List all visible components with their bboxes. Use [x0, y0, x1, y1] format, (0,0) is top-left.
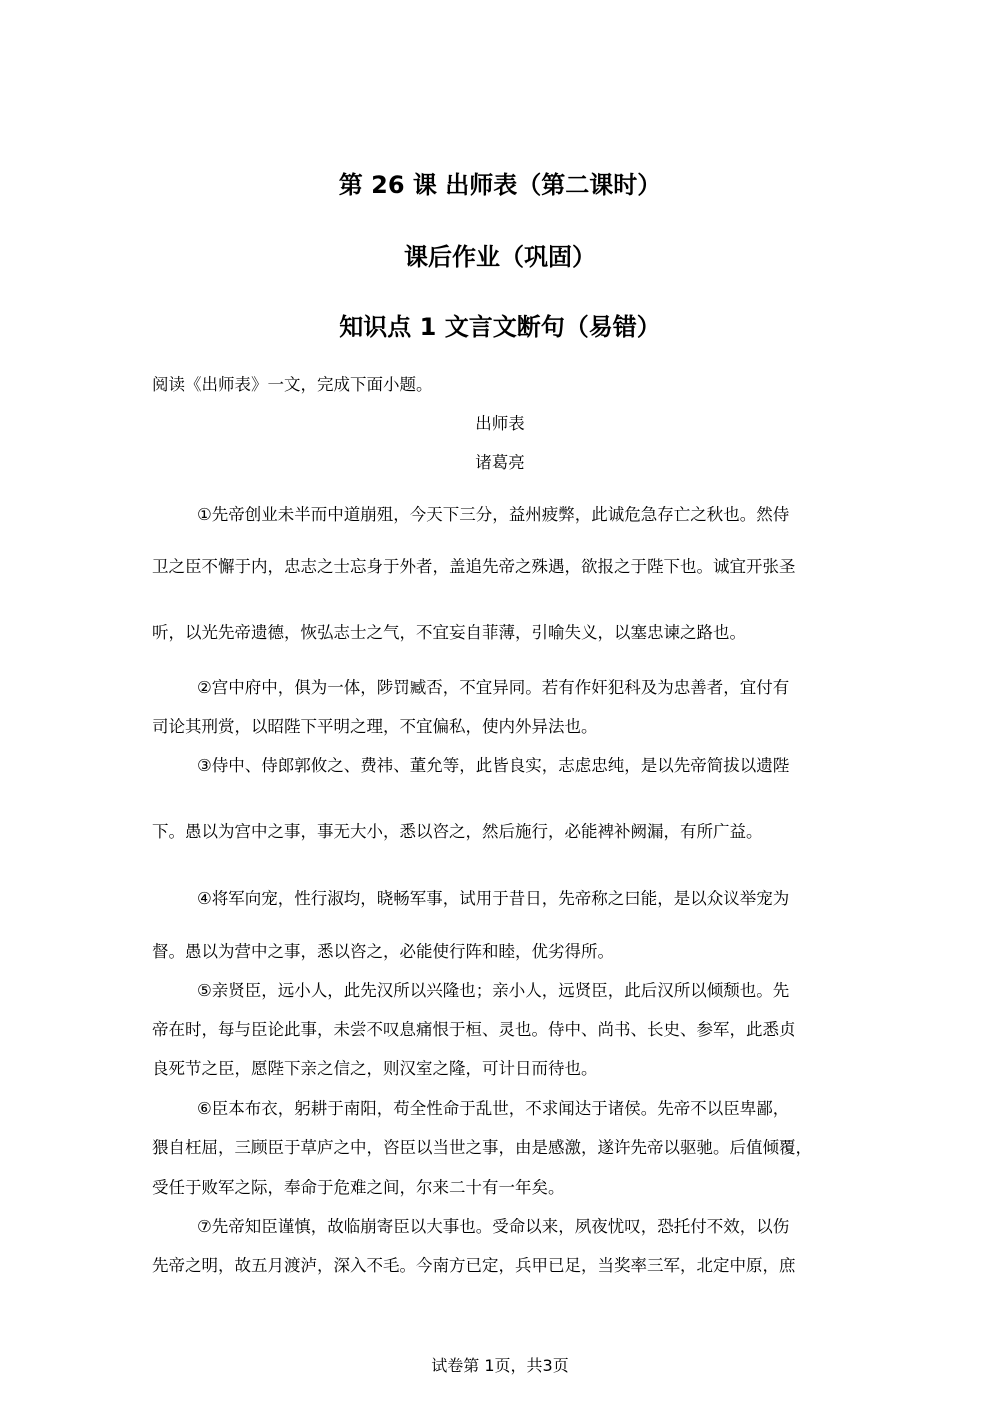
passage-line: 督。愚以为营中之事，悉以咨之，必能使行阵和睦，优劣得所。: [152, 942, 614, 961]
passage-author: 诸葛亮: [475, 453, 525, 472]
passage-line: 受任于败军之际，奉命于危难之间，尔来二十有一年矣。: [152, 1178, 565, 1197]
lesson-title: 第 26 课 出师表（第二课时）: [338, 171, 662, 199]
passage-line: 良死节之臣，愿陛下亲之信之，则汉室之隆，可计日而待也。: [152, 1059, 598, 1078]
passage-line: 猥自枉屈，三顾臣于草庐之中，咨臣以当世之事，由是感激，遂许先帝以驱驰。后值倾覆，: [152, 1138, 812, 1157]
knowledge-point-title: 知识点 1 文言文断句（易错）: [339, 313, 661, 341]
passage-line: ⑥臣本布衣，躬耕于南阳，苟全性命于乱世，不求闻达于诸侯。先帝不以臣卑鄙，: [197, 1099, 790, 1118]
passage-line: 听，以光先帝遗德，恢弘志士之气，不宜妄自菲薄，引喻失义，以塞忠谏之路也。: [152, 623, 746, 642]
passage-line: 卫之臣不懈于内，忠志之士忘身于外者，盖追先帝之殊遇，欲报之于陛下也。诚宜开张圣: [152, 557, 796, 576]
passage-line: ⑤亲贤臣，远小人，此先汉所以兴隆也；亲小人，远贤臣，此后汉所以倾颓也。先: [197, 981, 790, 1000]
passage-line: ③侍中、侍郎郭攸之、费祎、董允等，此皆良实，志虑忠纯，是以先帝简拔以遗陛: [197, 756, 790, 775]
section-title: 课后作业（巩固）: [404, 243, 596, 271]
instruction-text: 阅读《出师表》一文，完成下面小题。: [152, 375, 433, 394]
page-footer: 试卷第 1页，共3页: [431, 1356, 569, 1375]
passage-line: 下。愚以为宫中之事，事无大小，悉以咨之，然后施行，必能裨补阙漏，有所广益。: [152, 822, 763, 841]
passage-line: ②宫中府中，俱为一体，陟罚臧否，不宜异同。若有作奸犯科及为忠善者，宜付有: [197, 678, 790, 697]
passage-line: 先帝之明，故五月渡泸，深入不毛。今南方已定，兵甲已足，当奖率三军，北定中原，庶: [152, 1256, 796, 1275]
passage-line: 司论其刑赏，以昭陛下平明之理，不宜偏私，使内外异法也。: [152, 717, 598, 736]
passage-line: ⑦先帝知臣谨慎，故临崩寄臣以大事也。受命以来，夙夜忧叹，恐托付不效，以伤: [197, 1217, 790, 1236]
passage-line: 帝在时，每与臣论此事，未尝不叹息痛恨于桓、灵也。侍中、尚书、长史、参军，此悉贞: [152, 1020, 796, 1039]
passage-line: ①先帝创业未半而中道崩殂，今天下三分，益州疲弊，此诚危急存亡之秋也。然侍: [197, 505, 790, 524]
passage-title: 出师表: [475, 414, 525, 433]
passage-line: ④将军向宠，性行淑均，晓畅军事，试用于昔日，先帝称之曰能，是以众议举宠为: [197, 889, 790, 908]
